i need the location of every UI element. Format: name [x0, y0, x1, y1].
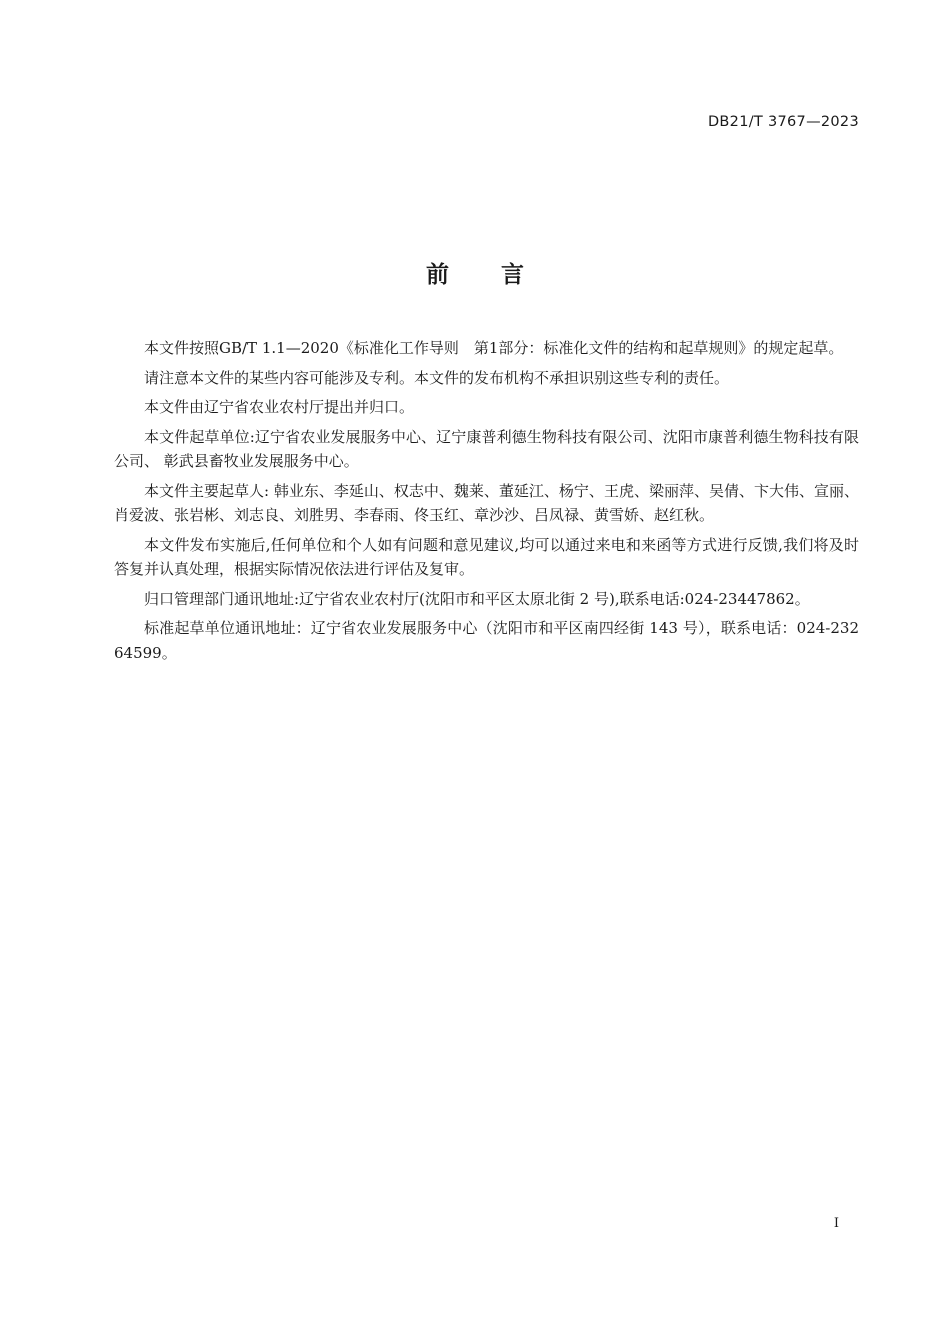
- paragraph-patent-notice: 请注意本文件的某些内容可能涉及专利。本文件的发布机构不承担识别这些专利的责任。: [144, 368, 730, 387]
- preface-body: [114, 336, 859, 670]
- paragraph-proposer: 本文件由辽宁省农业农村厅提出并归口。: [144, 398, 415, 416]
- paragraph-feedback: 本文件发布实施后,任何单位和个人如有问题和意见建议,均可以通过来电和来函等方式进行反馈,我们将及时答复并认真处理，根据实际情况依法进行评估及复审。: [114, 535, 859, 578]
- paragraph-drafting-rules: 本文件按照GB/T 1.1—2020《标准化工作导则 第1部分：标准化文件的结构和起草规则》的规定起草。: [144, 339, 844, 357]
- document-code: DB21/T 3767—2023: [707, 114, 859, 130]
- paragraph-drafters: 本文件主要起草人: 韩业东、李延山、权志中、魏莱、董延江、杨宁、王虎、梁丽萍、吴倩、卞大伟、宣丽、肖爱波、张岩彬、刘志良、刘胜男、李春雨、佟玉红、章沙沙、吕凤禄、黄雪娇、赵红秋。: [114, 481, 859, 524]
- title-char-1: 前: [426, 262, 449, 288]
- paragraph-drafting-units: 本文件起草单位:辽宁省农业发展服务中心、辽宁康普利德生物科技有限公司、沈阳市康普利德生物科技有限公司、 彰武县畜牧业发展服务中心。: [114, 427, 859, 470]
- page-title: [0, 256, 950, 289]
- title-char-2: 言: [501, 262, 524, 288]
- paragraph-authority-address: 归口管理部门通讯地址:辽宁省农业农村厅(沈阳市和平区太原北街 2 号),联系电话:024-23447862。: [144, 589, 810, 608]
- page-number: I: [833, 1216, 839, 1231]
- paragraph-drafting-unit-address: 标准起草单位通讯地址：辽宁省农业发展服务中心（沈阳市和平区南四经街 143 号），联系电话：024-23264599。: [114, 619, 859, 662]
